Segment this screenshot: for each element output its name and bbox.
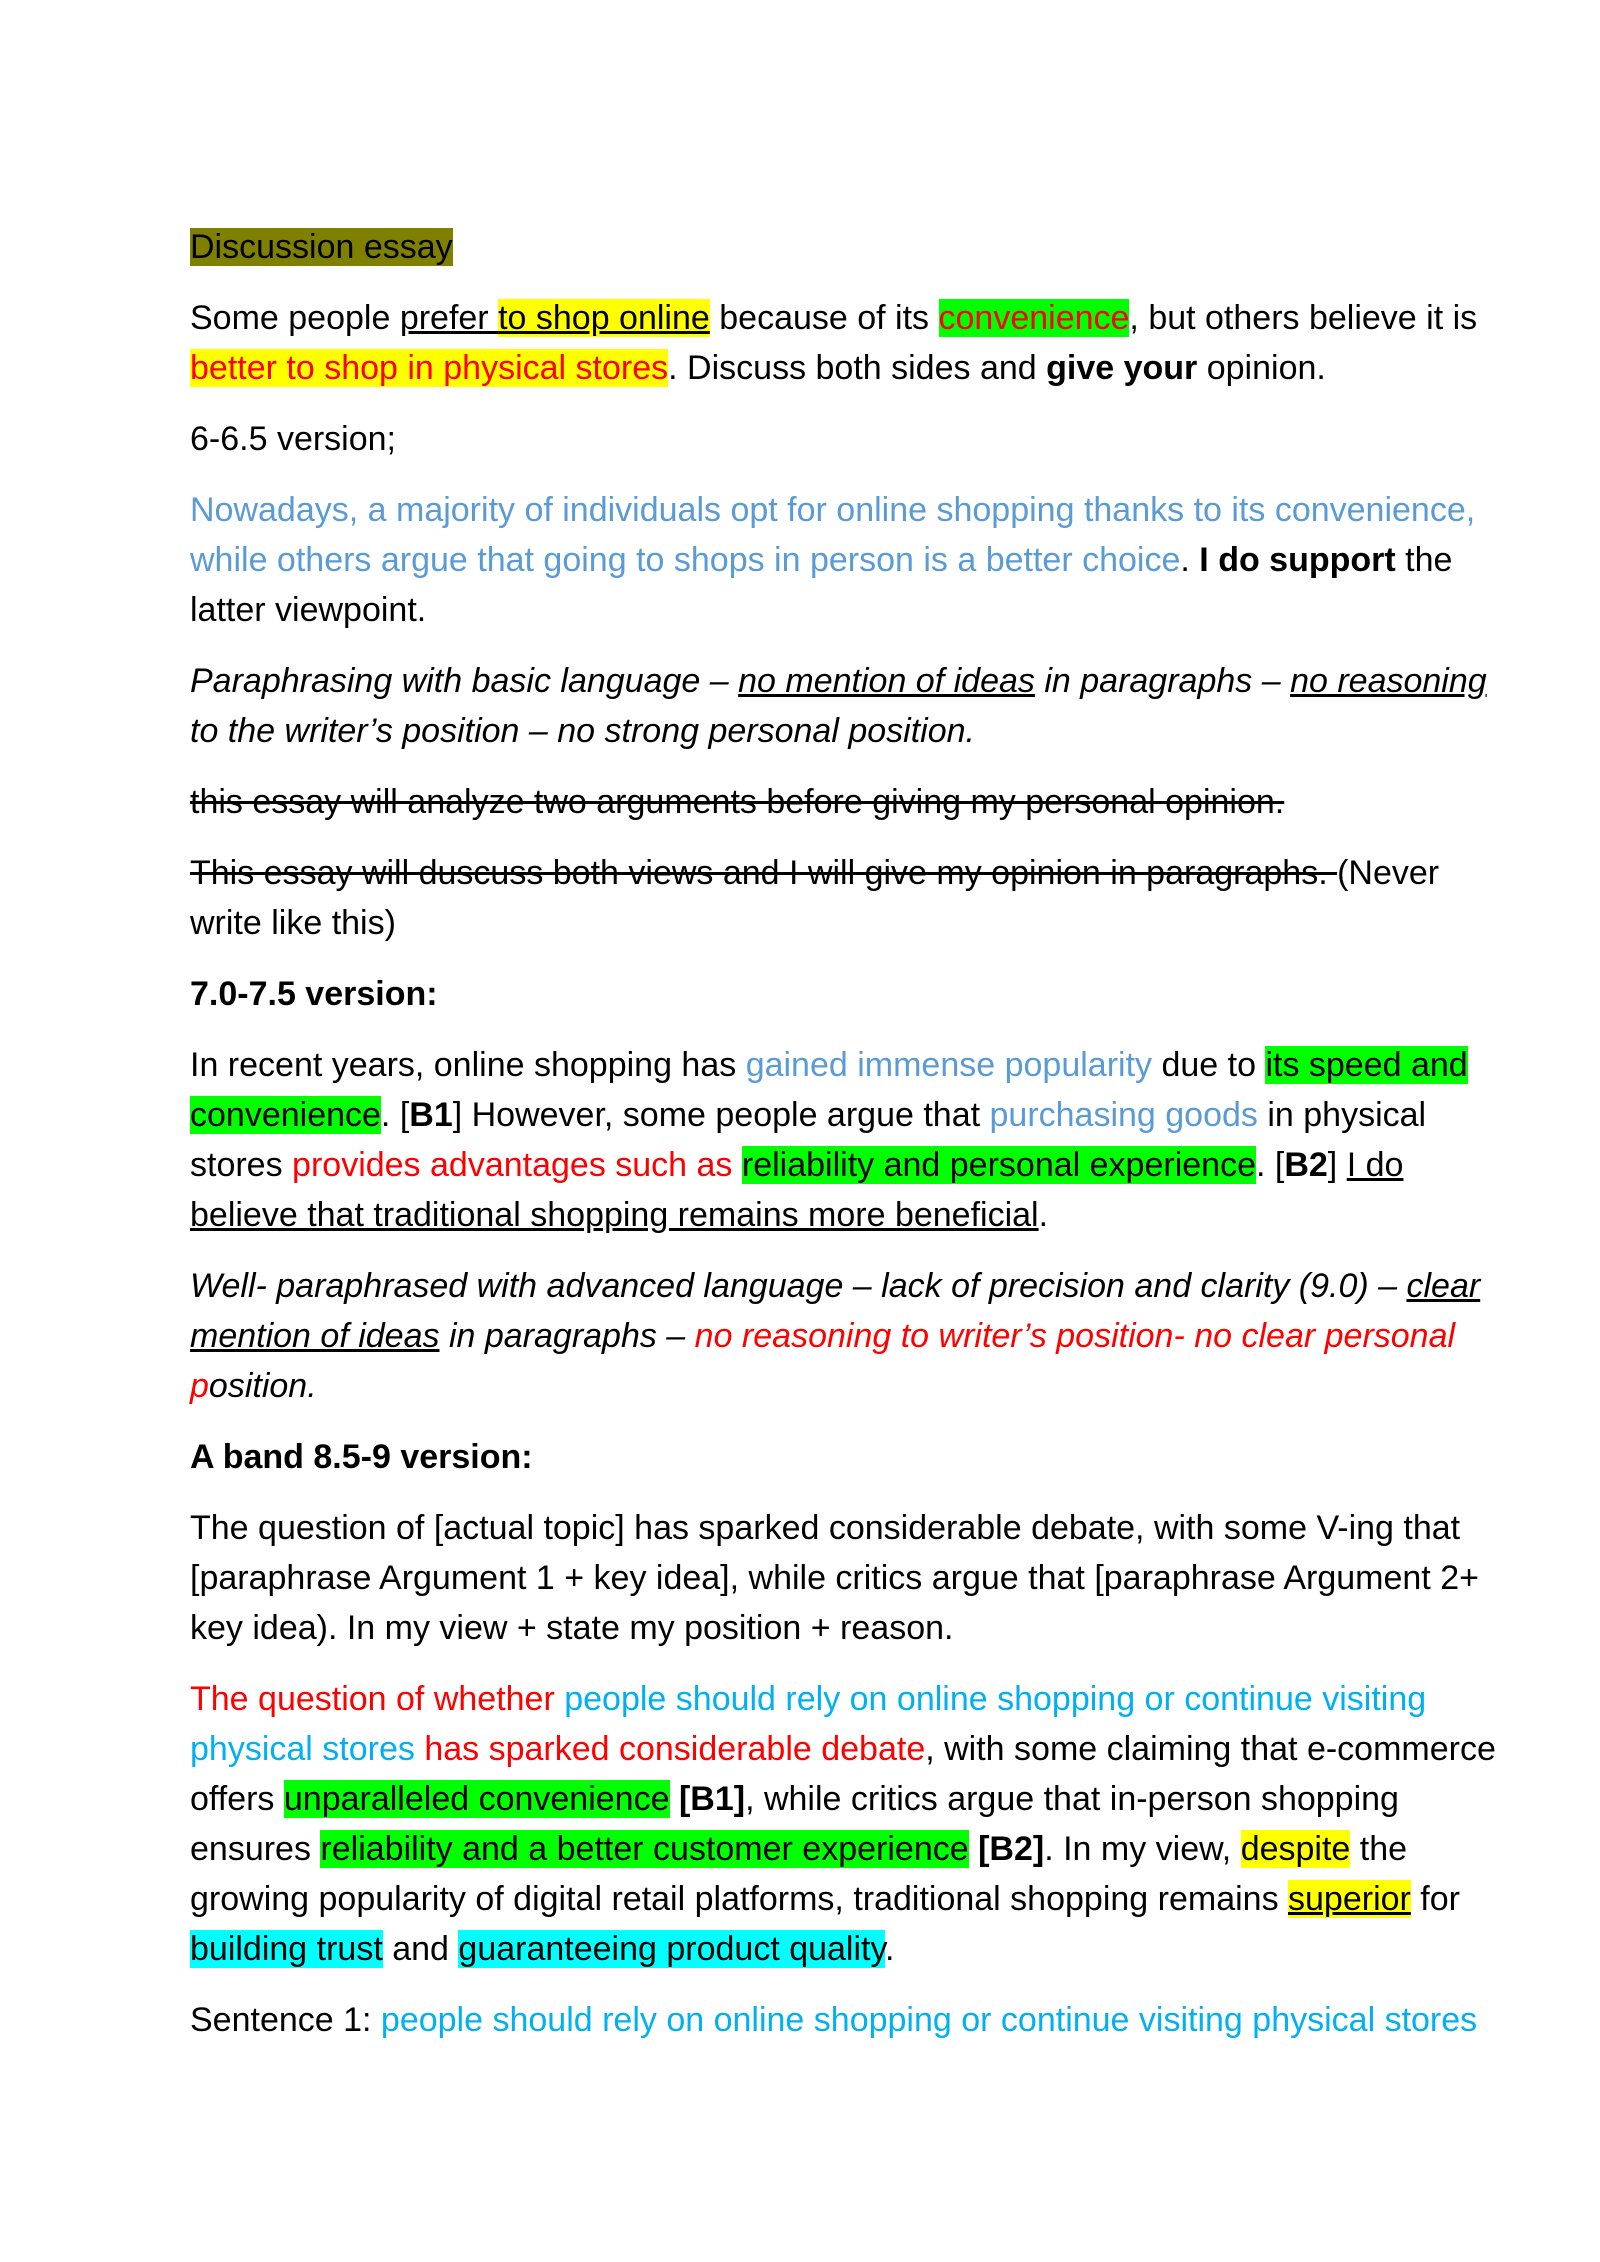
text-run: provides advantages such as bbox=[292, 1146, 742, 1184]
document-body bbox=[190, 222, 1500, 2066]
text-run bbox=[969, 1830, 978, 1868]
text-run: the growing popularity of digital retail platforms, traditional shopping remains bbox=[190, 1830, 1408, 1918]
sentence-1-analysis bbox=[190, 1995, 1500, 2045]
text-run: This essay will duscuss both views and I will give my opinion in paragraphs. bbox=[190, 854, 1338, 892]
text-run: in paragraphs – bbox=[439, 1317, 695, 1355]
text-run: . In my view, bbox=[1044, 1830, 1241, 1868]
text-run: . bbox=[1180, 541, 1200, 579]
text-run: to shop online bbox=[498, 299, 710, 337]
text-run: to the writer’s position – no strong personal position. bbox=[190, 712, 975, 750]
text-run: The question of whether bbox=[190, 1680, 565, 1718]
text-run: unparalleled convenience bbox=[283, 1780, 670, 1818]
text-run: because of its bbox=[709, 299, 939, 337]
text-run: has sparked considerable debate bbox=[414, 1730, 926, 1768]
text-run: no reasoning bbox=[1290, 662, 1487, 700]
text-run: people should rely on online shopping or continue visiting physical stores bbox=[190, 1680, 1427, 1768]
struck-sentence-1: this essay will analyze two arguments before giving my personal opinion. bbox=[190, 783, 1285, 821]
text-run: in paragraphs – bbox=[1034, 662, 1291, 700]
version-1-heading: 6-6.5 version; bbox=[190, 420, 396, 458]
text-run: [B1] bbox=[678, 1780, 746, 1818]
text-run: . [ bbox=[380, 1096, 410, 1134]
text-run: due to bbox=[1152, 1046, 1266, 1084]
version-1-comment bbox=[190, 656, 1500, 756]
version-3-paragraph bbox=[190, 1674, 1500, 1974]
text-run: . bbox=[884, 1930, 895, 1968]
text-run: the latter viewpoint. bbox=[190, 541, 1453, 629]
text-run: In recent years, online shopping has bbox=[190, 1046, 746, 1084]
text-run: better to shop in physical stores bbox=[190, 349, 669, 387]
text-run: (Never write like this) bbox=[190, 854, 1440, 942]
text-run bbox=[670, 1780, 679, 1818]
text-run: Paraphrasing with basic language – bbox=[190, 662, 739, 700]
essay-type-title bbox=[190, 222, 1500, 272]
text-run: I do support bbox=[1199, 541, 1396, 579]
text-run: Well- paraphrased with advanced language – lack of precision and clarity (9.0) – bbox=[190, 1267, 1407, 1305]
text-run: Sentence 1: bbox=[190, 2001, 381, 2039]
text-run: . bbox=[1038, 1196, 1049, 1234]
text-run: people should rely on online shopping or continue visiting physical stores bbox=[380, 2001, 1478, 2039]
text-run: , while critics argue that in-person shopping ensures bbox=[190, 1780, 1399, 1868]
text-run: and bbox=[382, 1930, 459, 1968]
text-run: Some people bbox=[190, 299, 400, 337]
text-run: . Discuss both sides and bbox=[668, 349, 1047, 387]
version-3-heading: A band 8.5-9 version: bbox=[190, 1438, 533, 1476]
text-run: ] However, some people argue that bbox=[452, 1096, 990, 1134]
text-run: reliability and a better customer experience bbox=[320, 1830, 969, 1868]
text-run: guaranteeing product quality bbox=[458, 1930, 885, 1968]
text-run: . [ bbox=[1255, 1146, 1285, 1184]
version-2-comment bbox=[190, 1261, 1500, 1411]
essay-prompt bbox=[190, 293, 1500, 393]
text-run: opinion. bbox=[1197, 349, 1326, 387]
text-run: Nowadays, a majority of individuals opt for online shopping thanks to its convenience, while others argue that going to shops in person is a better choice bbox=[190, 491, 1476, 579]
text-run: prefer bbox=[399, 299, 499, 337]
version-1-paragraph bbox=[190, 485, 1500, 635]
text-run: ] bbox=[1327, 1146, 1347, 1184]
title-highlight: Discussion essay bbox=[190, 228, 453, 266]
text-run: for bbox=[1410, 1880, 1460, 1918]
text-run: no reasoning to writer’s position- no clear personal p bbox=[190, 1317, 1456, 1405]
text-run: , with some claiming that e-commerce offers bbox=[190, 1730, 1496, 1818]
text-run: despite bbox=[1240, 1830, 1351, 1868]
text-run: gained immense popularity bbox=[745, 1046, 1153, 1084]
text-run: B1 bbox=[409, 1096, 453, 1134]
struck-sentence-2 bbox=[190, 848, 1500, 948]
text-run: B2 bbox=[1284, 1146, 1328, 1184]
text-run: give your bbox=[1046, 349, 1198, 387]
text-run: [B2] bbox=[978, 1830, 1045, 1868]
text-run: , but others believe it is bbox=[1129, 299, 1478, 337]
text-run: convenience bbox=[938, 299, 1130, 337]
version-2-heading: 7.0-7.5 version: bbox=[190, 975, 438, 1013]
version-2-paragraph bbox=[190, 1040, 1500, 1240]
text-run: clear mention of ideas bbox=[190, 1267, 1481, 1355]
text-run: no mention of ideas bbox=[738, 662, 1035, 700]
text-run: building trust bbox=[190, 1930, 383, 1968]
text-run: in physical stores bbox=[190, 1096, 1427, 1184]
version-3-template: The question of [actual topic] has sparked considerable debate, with some V-ing that [paraphrase Argument 1 + key idea], while critics argue that [paraphrase Argument 2+ key idea). In my view + state my position + reason. bbox=[190, 1509, 1479, 1647]
text-run: osition. bbox=[208, 1367, 317, 1405]
text-run: superior bbox=[1288, 1880, 1411, 1918]
text-run: its speed and convenience bbox=[190, 1046, 1468, 1134]
text-run: purchasing goods bbox=[989, 1096, 1258, 1134]
text-run: reliability and personal experience bbox=[741, 1146, 1256, 1184]
text-run: I do believe that traditional shopping remains more beneficial bbox=[190, 1146, 1404, 1234]
